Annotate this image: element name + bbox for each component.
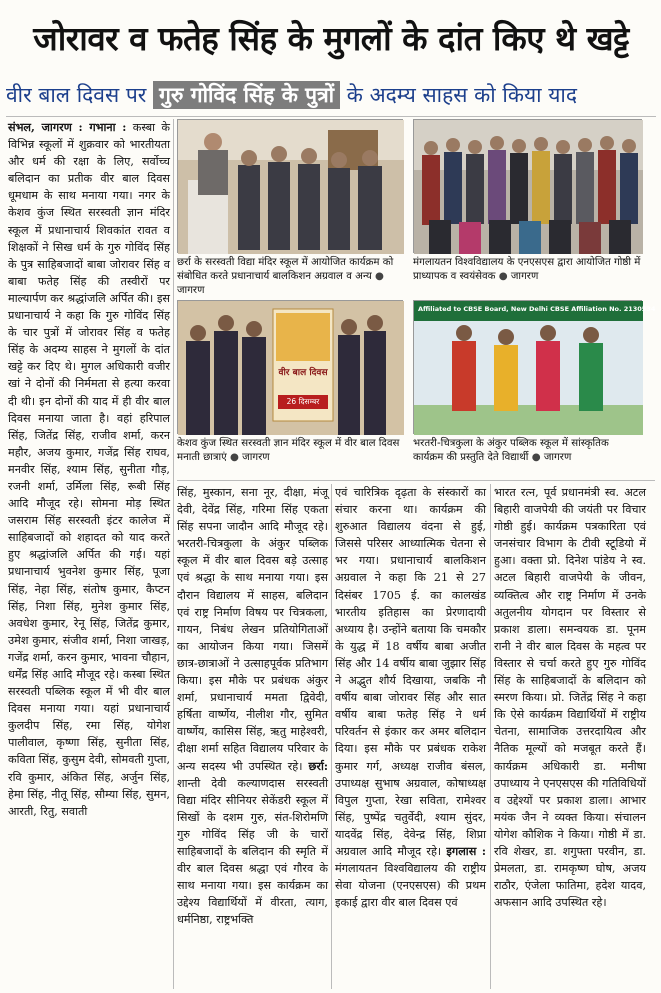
subhead-before: वीर बाल दिवस पर <box>6 83 147 107</box>
caption-text: भरतरी-चित्रकुला के अंकुर पब्लिक स्कूल में सांस्कृतिक कार्यक्रम की प्रस्तुति देते विद्यार्थी <box>413 438 609 463</box>
poster-title: वीर बाल दिवस <box>278 368 328 378</box>
photo-credit: जागरण <box>242 452 270 463</box>
column-2 <box>177 484 328 989</box>
photo-credit: जागरण <box>177 285 205 296</box>
column-3-b-text: मंगलायतन विश्वविद्यालय की राष्ट्रीय सेवा योजना (एनएसएस) की प्रथम इकाई द्वारा वीर बाल दिवस एवं <box>335 862 486 910</box>
column-3 <box>335 484 486 989</box>
column-2-b-text: शान्ती देवी कल्याणदास सरस्वती विद्या मंदिर सीनियर सेकेंडरी स्कूल में सिखों के दशम गुरु, संत-शिरोमणि गुरु गोविंद सिंह जी के चारों साहिबजादों के बलिदान की स्मृति में वीर बाल दिवस श्रद्धा एवं गौरव के साथ मनाया गया। इस कार्यक्रम का उद्देश्य विद्यार्थियों में वीरता, त्याग, धर्मनिष्ठा, राष्ट्रभक्ति <box>177 776 328 927</box>
caption-photo-4: भरतरी-चित्रकुला के अंकुर पब्लिक स्कूल में सांस्कृतिक कार्यक्रम की प्रस्तुति देते विद्यार्थी ● जागरण <box>413 438 609 463</box>
subhead-after: के अदम्य साहस को किया याद <box>346 83 578 107</box>
divider <box>490 484 491 989</box>
caption-photo-3: केशव कुंज स्थित सरस्वती ज्ञान मंदिर स्कूल में वीर बाल दिवस मनाती छात्राएं ● जागरण <box>177 438 400 463</box>
column-4-text: भारत रत्न, पूर्व प्रधानमंत्री स्व. अटल बिहारी वाजपेयी की जयंती पर विचार गोष्ठी हुई। कार्यक्रम पत्रकारिता एवं जनसंचार विभाग के टीवी स्टूडियो में हुआ। वक्ता प्रो. दिनेश पांडेय ने स्व. अटल बिहारी वाजपेयी के जीवन, व्यक्तित्व और राष्ट्र निर्माण में उनके अतुलनीय योगदान पर विस्तार से प्रकाश डाला। समन्वयक डा. पूनम रानी ने वीर बाल दिवस के महत्व पर विस्तार से चर्चा करते हुए गुरु गोविंद सिंह के साहिबजादों के बलिदान को स्मरण किया। प्रो. जितेंद्र सिंह ने कहा कि ऐसे कार्यक्रम विद्यार्थियों में राष्ट्रीय चेतना, सामाजिक उत्तरदायित्व और नैतिक मूल्यों को मजबूत करते हैं। कार्यक्रम अधिकारी डा. मनीषा उपाध्याय ने एनएसएस की गतिविधियों व उद्देश्यों पर प्रकाश डाला। आभार मयंक जैन ने व्यक्त किया। संचालन योगेश कौशिक ने किया। गोष्ठी में डा. रवि शेखर, डा. शगुफ्ता परवीन, डा. प्रेमलता, डा. रामकृष्ण घोष, अजय राठौर, एंजेला फातिमा, हदेश यादव, अफसान आदि उपस्थित रहे। <box>494 486 646 910</box>
caption-photo-1: छर्रा के सरस्वती विद्या मंदिर स्कूल में आयोजित कार्यक्रम को संबोधित करते प्रधानाचार्य बालकिशन अग्रवाल व अन्य ● जागरण <box>177 257 394 296</box>
photo-cultural-performance <box>413 300 656 434</box>
divider <box>173 119 174 989</box>
column-2-text: सिंह, मुस्कान, सना नूर, दीक्षा, मंजू देवी, देवेंद्र सिंह, गरिमा सिंह एकता सिंह सपना जादौन आदि मौजूद रहे। भरतरी-चित्रकुला के अंकुर पब्लिक स्कूल में वीर बाल दिवस बड़े उत्साह एवं श्रद्धा के साथ मनाया गया। इस दौरान विद्यालय में साहस, बलिदान एवं राष्ट्र निर्माण विषय पर चित्रकला, गायन, निबंध लेखन प्रतियोगिताओं का आयोजन किया गया। जिसमें छात्र-छात्राओं ने उत्साहपूर्वक प्रतिभाग किया। इस मौके पर प्रबंधक अंकुर शर्मा, प्रधानाचार्य ममता द्विवेदी, हर्षिता वार्ष्णेय, नीलीश गौर, सुमित वार्ष्णेय, कासिस सिंह, ऋतु माहेश्वरी, दीक्षा शर्मा सहित विद्यालय परिवार के अन्य सदस्य भी उपस्थित रहे। <box>177 486 328 773</box>
column-4 <box>494 484 646 989</box>
caption-photo-2: मंगलायतन विश्वविद्यालय के एनएसएस द्वारा आयोजित गोष्ठी में प्राध्यापक व स्वयंसेवक ● जागरण <box>413 257 641 282</box>
dateline: संभल, जागरण : गभाना : <box>8 120 127 134</box>
divider <box>177 480 655 481</box>
photo-nss-group <box>413 119 642 253</box>
banner-text: Affiliated to CBSE Board, New Delhi CBSE Affiliation No. 2130534 <box>418 305 656 313</box>
photo-credit: जागरण <box>510 271 539 282</box>
divider <box>331 484 332 989</box>
subhead <box>6 76 656 114</box>
column-2-b-lead: छर्रा: <box>308 758 328 773</box>
column-3-b-lead: इगलास : <box>446 843 486 858</box>
caption-text: मंगलायतन विश्वविद्यालय के एनएसएस द्वारा आयोजित गोष्ठी में प्राध्यापक व स्वयंसेवक <box>413 257 641 282</box>
subhead-highlight: गुरु गोविंद सिंह के पुत्रों <box>153 81 340 109</box>
photo-credit: जागरण <box>543 452 572 463</box>
divider <box>6 116 656 117</box>
headline: जोरावर व फतेह सिंह के मुगलों के दांत किए थे खट्टे <box>33 19 629 58</box>
caption-text: केशव कुंज स्थित सरस्वती ज्ञान मंदिर स्कूल में वीर बाल दिवस मनाती छात्राएं <box>177 438 400 463</box>
column-3-text: एवं चारित्रिक दृढ़ता के संस्कारों का संचार करना था। कार्यक्रम की शुरुआत विद्यालय वंदना से हुई, जिससे परिसर आध्यात्मिक चेतना से भर गया। प्रधानाचार्य बालकिशन अग्रवाल ने कहा कि 21 से 27 दिसंबर 1705 ई. का कालखंड भारतीय इतिहास का प्रेरणादायी अध्याय है। उन्होंने बताया कि चमकौर के युद्ध में 18 वर्षीय बाबा अजीत सिंह और 14 वर्षीय बाबा जुझार सिंह ने अद्भुत शौर्य दिखाया, जबकि नौ वर्षीय बाबा जोरावर सिंह और सात वर्षीय बाबा फतेह सिंह ने धर्म परिवर्तन से इंकार कर अमर बलिदान दिया। इस मौके पर प्रबंधक राकेश कुमार गर्ग, अध्यक्ष राजीव बंसल, उपाध्यक्ष सुभाष अग्रवाल, कोषाध्यक्ष विपुल गुप्ता, रेखा सविता, रामेश्वर सिंह, पुष्पेंद्र चतुर्वेदी, श्याम सुंदर, यादवेंद्र सिंह, देवेन्द्र सिंह, शिप्रा अग्रवाल आदि मौजूद रहे। <box>335 486 486 858</box>
column-1-text: कस्बा के विभिन्न स्कूलों में शुक्रवार को भारतीयता और धर्म की रक्षा के लिए, सर्वोच्च बलिदान का प्रतीक वीर बाल दिवस धूमधाम के साथ मनाया गया। नगर के केशव कुंज स्थित सरस्वती ज्ञान मंदिर स्कूल में प्रधानाचार्य शिवकांत रावत व शिक्षकों ने सिख धर्म के गुरु गोविंद सिंह के पुत्र साहिबजादों बाबा जोरावर सिंह व बाबा फतेह सिंह की तस्वीरों पर माल्यार्पण कर श्रद्धांजलि अर्पित की। इस प्रधानाचार्य ने कहा कि गुरु गोविंद सिंह के चार पुत्रों में जोरावर सिंह व फतेह सिंह के अदम्य साहस ने मुगलों के दांत खट्टे कर दिए थे। मुगल अधिकारी वजीर खां ने दोनों की निर्ममता से हत्या करवा दी थी। इन दोनों की याद में ही वीर बाल दिवस मनाया जाता है। वहां हरिपाल सिंह, जितेंद्र सिंह, राजीव शर्मा, करन महौर, अजय कुमार, गजेंद्र सिंह राघव, मनवीर सिंह, श्याम सिंह, सुनीता गौड़, रजनी शर्मा, उर्मिला सिंह, रूबी सिंह आदि मौजूद रहे। सोमना मोड़ स्थित जसराम सिंह सरस्वती इंटर कालेज में साहिबजादों को शहादत को याद करते हुए श्रद्धांजलि अर्पित की गई। यहां प्रधानाचार्य भुवनेश कुमार सिंह, पूजा सिंह, नेहा सिंह, संतोष कुमार, कैप्टन सिंह, निशा सिंह, मुनेश कुमार सिंह, अवधेश कुमार, रेनू सिंह, जितेंद्र कुमार, उमेश कुमार, संजीव शर्मा, निशा जाखड़, गजेंद्र शर्मा, करन कुमार, भावना चौहान, धर्मेंद्र सिंह आदि मौजूद रहे। कस्बा स्थित सरस्वती पब्लिक स्कूल में भी वीर बाल दिवस मनाया गया। यहां प्रधानाचार्य कुलदीप सिंह, रमा सिंह, योगेश पालीवाल, कृष्णा सिंह, सुनीता सिंह, कविता सिंह, कुसुम देवी, सोमवती गुप्ता, रवि कुमार, अंकित सिंह, अर्जुन सिंह, हेमा सिंह, नीतू सिंह, सौम्या सिंह, सुमन, आरती, रितु, सवाती <box>8 121 170 818</box>
column-1 <box>8 119 170 989</box>
poster-date: 26 दिसम्बर <box>278 395 328 409</box>
photo-school-speech <box>177 119 403 253</box>
caption-text: छर्रा के सरस्वती विद्या मंदिर स्कूल में आयोजित कार्यक्रम को संबोधित करते प्रधानाचार्य बालकिशन अग्रवाल व अन्य <box>177 257 394 282</box>
photo-girls-poster <box>177 300 403 434</box>
